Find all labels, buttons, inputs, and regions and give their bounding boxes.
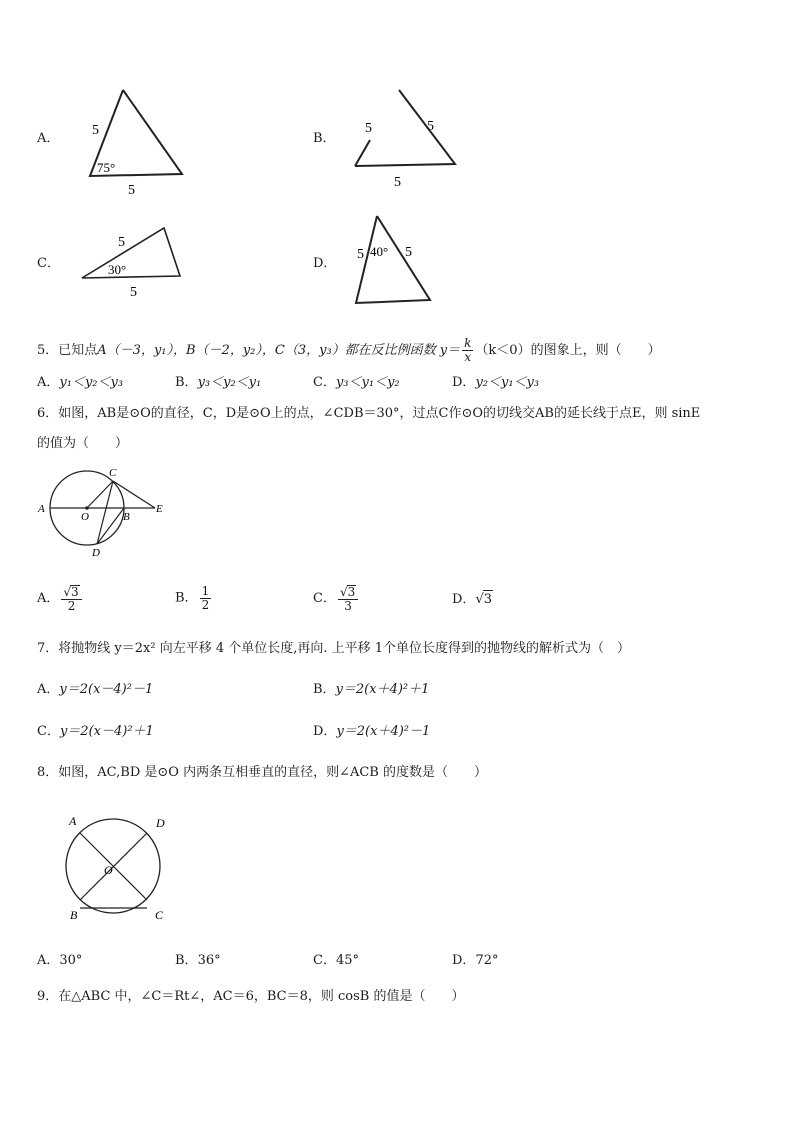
svg-text:A: A	[69, 814, 77, 828]
q4-fig-c-angle: 30°	[108, 262, 127, 277]
q4-figure-a	[80, 82, 195, 202]
q7-option-b[interactable]: B．y＝2(x＋4)²＋1	[313, 682, 430, 697]
svg-text:A: A	[38, 503, 45, 515]
svg-text:O: O	[104, 863, 113, 877]
q5-option-b[interactable]: B．y₃＜y₂＜y₁	[175, 375, 262, 390]
q4-option-a-label: A．	[37, 131, 60, 146]
q8-option-d[interactable]: D．72°	[452, 953, 499, 968]
q8-option-a[interactable]: A．30°	[37, 953, 83, 968]
q4-figure-b	[350, 82, 465, 192]
q4-fig-d-side1: 5	[357, 247, 364, 262]
q4-fig-c-side1: 5	[118, 235, 125, 250]
q7-option-a[interactable]: A．y＝2(x－4)²－1	[37, 682, 154, 697]
q4-fig-b-side2: 5	[427, 119, 434, 134]
q6-option-d[interactable]: D．√3	[452, 592, 493, 607]
q6-stem-line1: 6．如图，AB是⊙O的直径，C，D是⊙O上的点，∠CDB＝30°，过点C作⊙O的切线交AB的延长线于点E，则 sinE	[37, 406, 701, 421]
q4-fig-b-side3: 5	[394, 175, 401, 190]
q6-option-a[interactable]: A． $\frac{√3}{2}$	[37, 585, 84, 613]
q4-fig-a-side1: 5	[92, 123, 99, 138]
svg-text:D: D	[92, 547, 100, 559]
q5-option-c[interactable]: C．y₃＜y₁＜y₂	[313, 375, 400, 390]
q7-option-c[interactable]: C．y＝2(x－4)²＋1	[37, 724, 154, 739]
q8-figure-circle-diameters	[58, 808, 183, 928]
q4-fig-a-side2: 5	[128, 183, 135, 198]
svg-text:B: B	[70, 908, 78, 922]
q5-option-a[interactable]: A．y₁＜y₂＜y₃	[37, 375, 124, 390]
q4-fig-c-side2: 5	[130, 285, 137, 300]
q6-figure-circle-tangent	[35, 462, 175, 562]
svg-text:B: B	[123, 511, 130, 523]
q6-option-b[interactable]: B． $\frac{1}{2}$	[175, 584, 210, 612]
q4-fig-a-angle: 75°	[97, 160, 116, 175]
svg-text:C: C	[155, 908, 164, 922]
q6-option-c[interactable]: C． $\frac{√3}{3}$	[313, 585, 360, 613]
svg-text:E: E	[156, 503, 163, 515]
q6-stem-line2: 的值为（ ）	[37, 436, 129, 451]
q4-figure-c	[78, 222, 188, 302]
q8-stem: 8．如图，AC,BD 是⊙O 内两条互相垂直的直径，则∠ACB 的度数是（ ）	[37, 765, 487, 780]
q8-option-b[interactable]: B．36°	[175, 953, 221, 968]
q4-option-d-label: D．	[313, 256, 337, 271]
q7-stem: 7．将抛物线 y＝2x² 向左平移 4 个单位长度,再向. 上平移 1个单位长度得到的抛物线的解析式为（ ）	[37, 641, 631, 656]
svg-text:O: O	[81, 511, 89, 523]
q8-option-c[interactable]: C．45°	[313, 953, 359, 968]
q9-stem: 9．在△ABC 中，∠C＝Rt∠，AC＝6，BC＝8，则 cosB 的值是（ ）	[37, 989, 465, 1004]
svg-text:D: D	[156, 816, 165, 830]
q5-option-d[interactable]: D．y₂＜y₁＜y₃	[452, 375, 540, 390]
q4-figure-d	[350, 208, 440, 308]
q5-stem: 5．已知点A（－3，y₁），B（－2，y₂），C（3，y₃）都在反比例函数 y＝ $\frac{k}{x}$ （k＜0）的图象上，则（ ）	[37, 336, 661, 364]
svg-text:C: C	[109, 467, 117, 479]
q4-option-b-label: B．	[313, 131, 336, 146]
q7-option-d[interactable]: D．y＝2(x＋4)²－1	[313, 724, 431, 739]
q4-fig-d-angle: 40°	[370, 244, 389, 259]
q5-fraction: $\frac{k}{x}$	[464, 336, 472, 364]
q4-fig-b-side1: 5	[365, 121, 372, 136]
q4-option-c-label: C．	[37, 256, 60, 271]
q4-fig-d-side2: 5	[405, 245, 412, 260]
